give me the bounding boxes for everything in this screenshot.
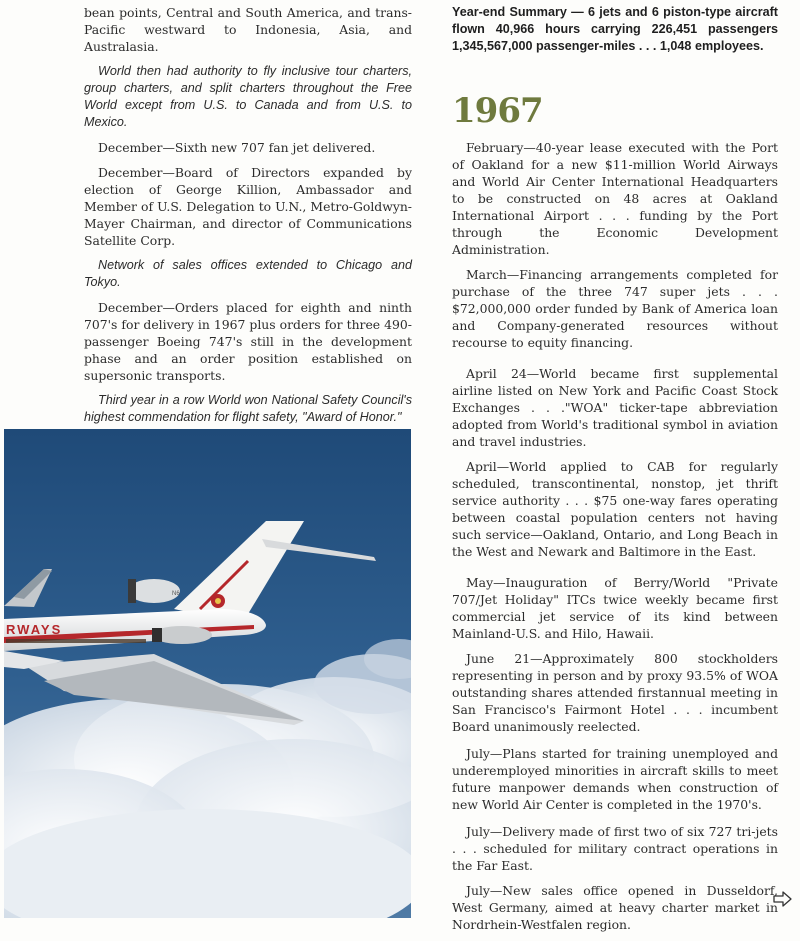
paragraph-aircraft-orders: December—Orders placed for eighth and ninth 707's for delivery in 1967 plus orders for three 490-passenger Boeing 747's still in the development phase and an order position established on supersonic transports. <box>84 300 412 383</box>
paragraph-route-points: bean points, Central and South America, and trans-Pacific westward to Indonesia, Asia, and Australasia. <box>84 5 412 54</box>
entry-april: April—World applied to CAB for regularly scheduled, transcontinental, nonstop, jet thrift service authority . . . $75 one-way fares operating between coastal population centers not having such service—Oakland, Ontario, and Long Beach in the West and Newark and Baltimore in the East. <box>452 459 778 559</box>
entry-april-24: April 24—World became first supplemental airline listed on New York and Pacific Coast Stock Exchanges . . ."WOA" ticker-tape abbreviation adopted from World's traditional symbol in aviation and travel industries. <box>452 366 778 449</box>
aircraft-photo <box>4 429 411 918</box>
window-row <box>6 639 146 643</box>
year-heading: 1967 <box>452 91 543 131</box>
tail-registration: N6 <box>172 591 180 597</box>
paragraph-safety-award: Third year in a row World won National Safety Council's highest commendation for flight safety, "Award of Honor." <box>84 393 412 424</box>
right-column <box>452 0 778 941</box>
entry-may: May—Inauguration of Berry/World "Private 707/Jet Holiday" ITCs twice weekly became first commercial jet service of its kind between Mainland-U.S. and Hilo, Hawaii. <box>452 575 778 641</box>
paragraph-board-expanded: December—Board of Directors expanded by election of George Killion, Ambassador and Member of U.S. Delegation to U.N., Metro-Goldwyn-Mayer Chairman, and director of Communications Satellite Corp. <box>84 165 412 248</box>
livery-text: RWAYS <box>6 622 63 637</box>
paragraph-707-delivery: December—Sixth new 707 fan jet delivered. <box>98 140 376 155</box>
left-column <box>84 0 412 434</box>
entry-july-delivery: July—Delivery made of first two of six 727 tri-jets . . . scheduled for military contract operations in the Far East. <box>452 824 778 873</box>
entry-july-dusseldorf: July—New sales office opened in Dusseldorf, West Germany, aimed at heavy charter market in Nordrhein-Westfalen region. <box>452 883 778 932</box>
entry-june-21: June 21—Approximately 800 stockholders representing in person and by proxy 93.5% of WOA outstanding shares attended firstannual meeting in San Francisco's Fairmont Hotel . . . incumbent Board unanimously reelected. <box>452 651 778 734</box>
entry-july-training: July—Plans started for training unemployed and underemployed minorities in aircraft skills to meet future manpower demands when construction of new World Air Center is completed in the 1970's. <box>452 746 778 812</box>
paragraph-charter-authority: World then had authority to fly inclusive tour charters, group charters, and split charters throughout the Free World except from U.S. to Canada and from U.S. to Mexico. <box>84 64 412 129</box>
paragraph-sales-offices: Network of sales offices extended to Chicago and Tokyo. <box>84 258 412 289</box>
entry-march: March—Financing arrangements completed for purchase of the three 747 super jets . . . $72,000,000 order funded by Bank of America loan and Company-generated resources without recourse to equity financing. <box>452 267 778 350</box>
entry-february: February—40-year lease executed with the Port of Oakland for a new $11-million World Airways and World Air Center International Headquarters to be constructed on 48 acres at Oakland International Airport . . . funding by the Port through the Economic Development Administration. <box>452 140 778 257</box>
arrow-right-icon[interactable] <box>773 891 793 907</box>
year-end-summary: Year-end Summary — 6 jets and 6 piston-type aircraft flown 40,966 hours carrying 226,451 passengers 1,345,567,000 passenger-miles . . . 1,048 employees. <box>452 5 778 53</box>
